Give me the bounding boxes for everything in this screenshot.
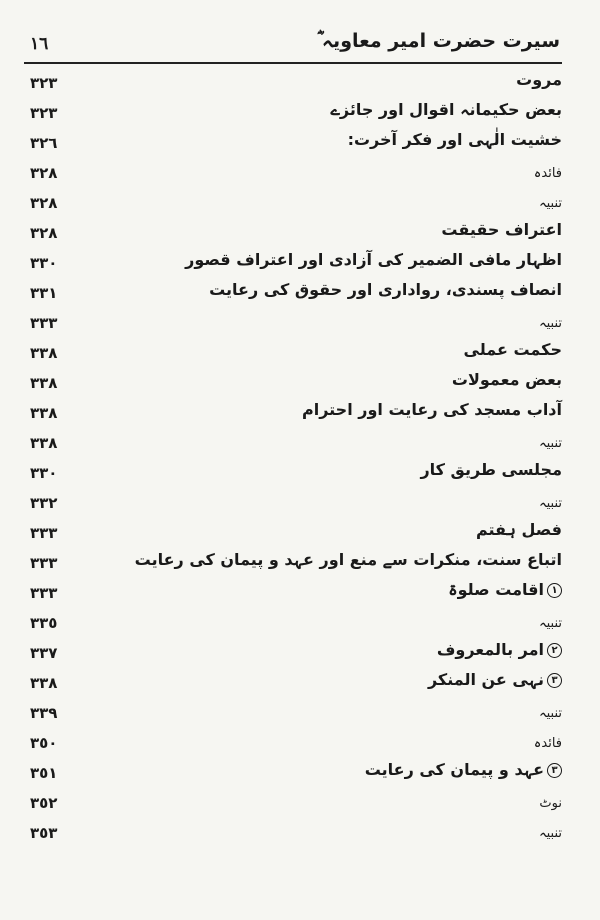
toc-entry	[0, 306, 600, 336]
toc-entry-title	[516, 70, 562, 89]
toc-entry-label: تنبیہ	[538, 436, 562, 451]
toc-entry-page: ٣٣٨	[30, 674, 58, 692]
toc-entry-label: حکمت عملی	[463, 340, 562, 359]
toc-entry-label: فصل ہفتم	[475, 520, 562, 539]
toc-entry	[0, 486, 600, 516]
running-title: سیرت حضرت امیر معاویہ ؓ	[317, 30, 560, 52]
toc-entry-page: ٣٢٦	[30, 134, 58, 152]
toc-entry-label: بعض حکیمانہ اقوال اور جائزے	[330, 100, 562, 119]
toc-entry	[0, 636, 600, 666]
toc-entry-page: ٣٥٢	[30, 794, 58, 812]
toc-entry-label: فائدہ	[533, 166, 562, 181]
toc-entry-page: ٣٣٨	[30, 344, 58, 362]
toc-entry-title	[302, 400, 562, 419]
toc-entry-page: ٣٣٥	[30, 614, 58, 632]
toc-entry-label: اظہار مافی الضمیر کی آزادی اور اعتراف قصور	[185, 250, 562, 269]
toc-entry-label: اعتراف حقیقت	[441, 220, 562, 239]
toc-entry-label: فائدہ	[533, 736, 562, 751]
toc-entry-label: اتباع سنت، منکرات سے منع اور عہد و پیمان کی رعایت	[134, 550, 562, 569]
toc-entry-label: انصاف پسندی، رواداری اور حقوق کی رعایت	[209, 280, 562, 299]
toc-entry-label: آداب مسجد کی رعایت اور احترام	[301, 400, 562, 419]
toc-entry	[0, 606, 600, 636]
toc-entry	[0, 666, 600, 696]
toc-entry-label: امر بالمعروف	[436, 640, 544, 659]
circled-number: ٣	[547, 673, 562, 688]
circled-number: ٢	[547, 643, 562, 658]
toc-entry-title	[464, 340, 562, 359]
toc-entry-title	[539, 616, 562, 631]
toc-entry-page: ٣٣٨	[30, 434, 58, 452]
toc-entry-page: ٣٣١	[30, 284, 58, 302]
circled-number: ١	[547, 583, 562, 598]
toc-entry-title	[330, 100, 562, 119]
toc-entry-label: مجلسی طریق کار	[420, 460, 562, 479]
toc-entry	[0, 546, 600, 576]
toc-entry-page: ٣٢٣	[30, 104, 58, 122]
toc-entry	[0, 216, 600, 246]
toc-entry	[0, 66, 600, 96]
toc-entry-title	[448, 580, 562, 599]
toc-entry-title	[534, 736, 562, 751]
toc-entry	[0, 516, 600, 546]
toc-entry-page: ٣٣٣	[30, 524, 58, 542]
toc-entry-label: تنبیہ	[538, 496, 562, 511]
toc-entry-title	[539, 196, 562, 211]
toc-entry-title	[539, 826, 562, 841]
toc-entry-title	[437, 640, 562, 659]
toc-entry	[0, 156, 600, 186]
toc-entry	[0, 246, 600, 276]
toc-entry-title	[539, 436, 562, 451]
toc-entry-page: ٣٣٢	[30, 494, 58, 512]
toc-entry	[0, 756, 600, 786]
toc-entry	[0, 366, 600, 396]
toc-entry-page: ٣٣٨	[30, 374, 58, 392]
toc-entry-title	[539, 706, 562, 721]
toc-entry-page: ٣٢٨	[30, 194, 58, 212]
toc-entry	[0, 726, 600, 756]
toc-entry-title	[209, 280, 562, 299]
toc-entry-page: ٣٣٧	[30, 644, 58, 662]
toc-entry	[0, 276, 600, 306]
toc-entry-label: مروت	[516, 70, 562, 89]
table-of-contents	[0, 66, 600, 846]
toc-entry-title	[476, 520, 562, 539]
toc-entry	[0, 786, 600, 816]
toc-entry-title	[135, 550, 562, 569]
toc-entry	[0, 396, 600, 426]
toc-entry-title	[534, 166, 562, 181]
toc-entry-page: ٣٣٠	[30, 464, 58, 482]
toc-entry-label: تنبیہ	[538, 826, 562, 841]
toc-entry-page: ٣٥١	[30, 764, 58, 782]
toc-entry	[0, 126, 600, 156]
toc-entry	[0, 576, 600, 606]
toc-entry	[0, 96, 600, 126]
toc-entry-title	[348, 130, 562, 149]
toc-entry-title	[441, 220, 562, 239]
toc-entry-label: خشیت الٰہی اور فکر آخرت:	[347, 130, 562, 149]
toc-entry-title	[420, 460, 562, 479]
toc-entry-page: ٣٣٩	[30, 704, 58, 722]
toc-entry-label: تنبیہ	[538, 616, 562, 631]
toc-entry-title	[539, 796, 562, 811]
toc-entry-title	[428, 670, 562, 689]
toc-entry-page: ٣٣٨	[30, 404, 58, 422]
toc-entry-label: عہد و پیمان کی رعایت	[364, 760, 544, 779]
toc-entry-label: نہی عن المنکر	[427, 670, 544, 689]
toc-entry-page: ٣٢٣	[30, 74, 58, 92]
toc-entry	[0, 816, 600, 846]
toc-entry-title	[365, 760, 562, 779]
toc-entry-page: ٣٣٣	[30, 314, 58, 332]
toc-entry-label: بعض معمولات	[451, 370, 562, 389]
toc-entry	[0, 186, 600, 216]
toc-entry-page: ٣٢٨	[30, 164, 58, 182]
toc-entry-title	[539, 496, 562, 511]
toc-entry-label: تنبیہ	[538, 316, 562, 331]
toc-entry-page: ٣٣٣	[30, 584, 58, 602]
circled-number: ٣	[547, 763, 562, 778]
toc-entry	[0, 336, 600, 366]
toc-entry	[0, 426, 600, 456]
toc-entry-title	[452, 370, 562, 389]
toc-entry-label: اقامت صلوۃ	[448, 580, 544, 599]
toc-entry-page: ٣٥٣	[30, 824, 58, 842]
page-number: ١٦	[30, 34, 49, 54]
toc-entry-page: ٣٣٠	[30, 254, 58, 272]
toc-entry-page: ٣٥٠	[30, 734, 58, 752]
toc-entry-page: ٣٣٣	[30, 554, 58, 572]
toc-entry	[0, 696, 600, 726]
toc-entry-title	[185, 250, 562, 269]
toc-entry-label: تنبیہ	[538, 196, 562, 211]
toc-entry-title	[539, 316, 562, 331]
toc-entry	[0, 456, 600, 486]
toc-entry-page: ٣٢٨	[30, 224, 58, 242]
header-rule	[24, 62, 562, 64]
toc-entry-label: تنبیہ	[538, 706, 562, 721]
toc-entry-label: نوٹ	[539, 796, 562, 811]
